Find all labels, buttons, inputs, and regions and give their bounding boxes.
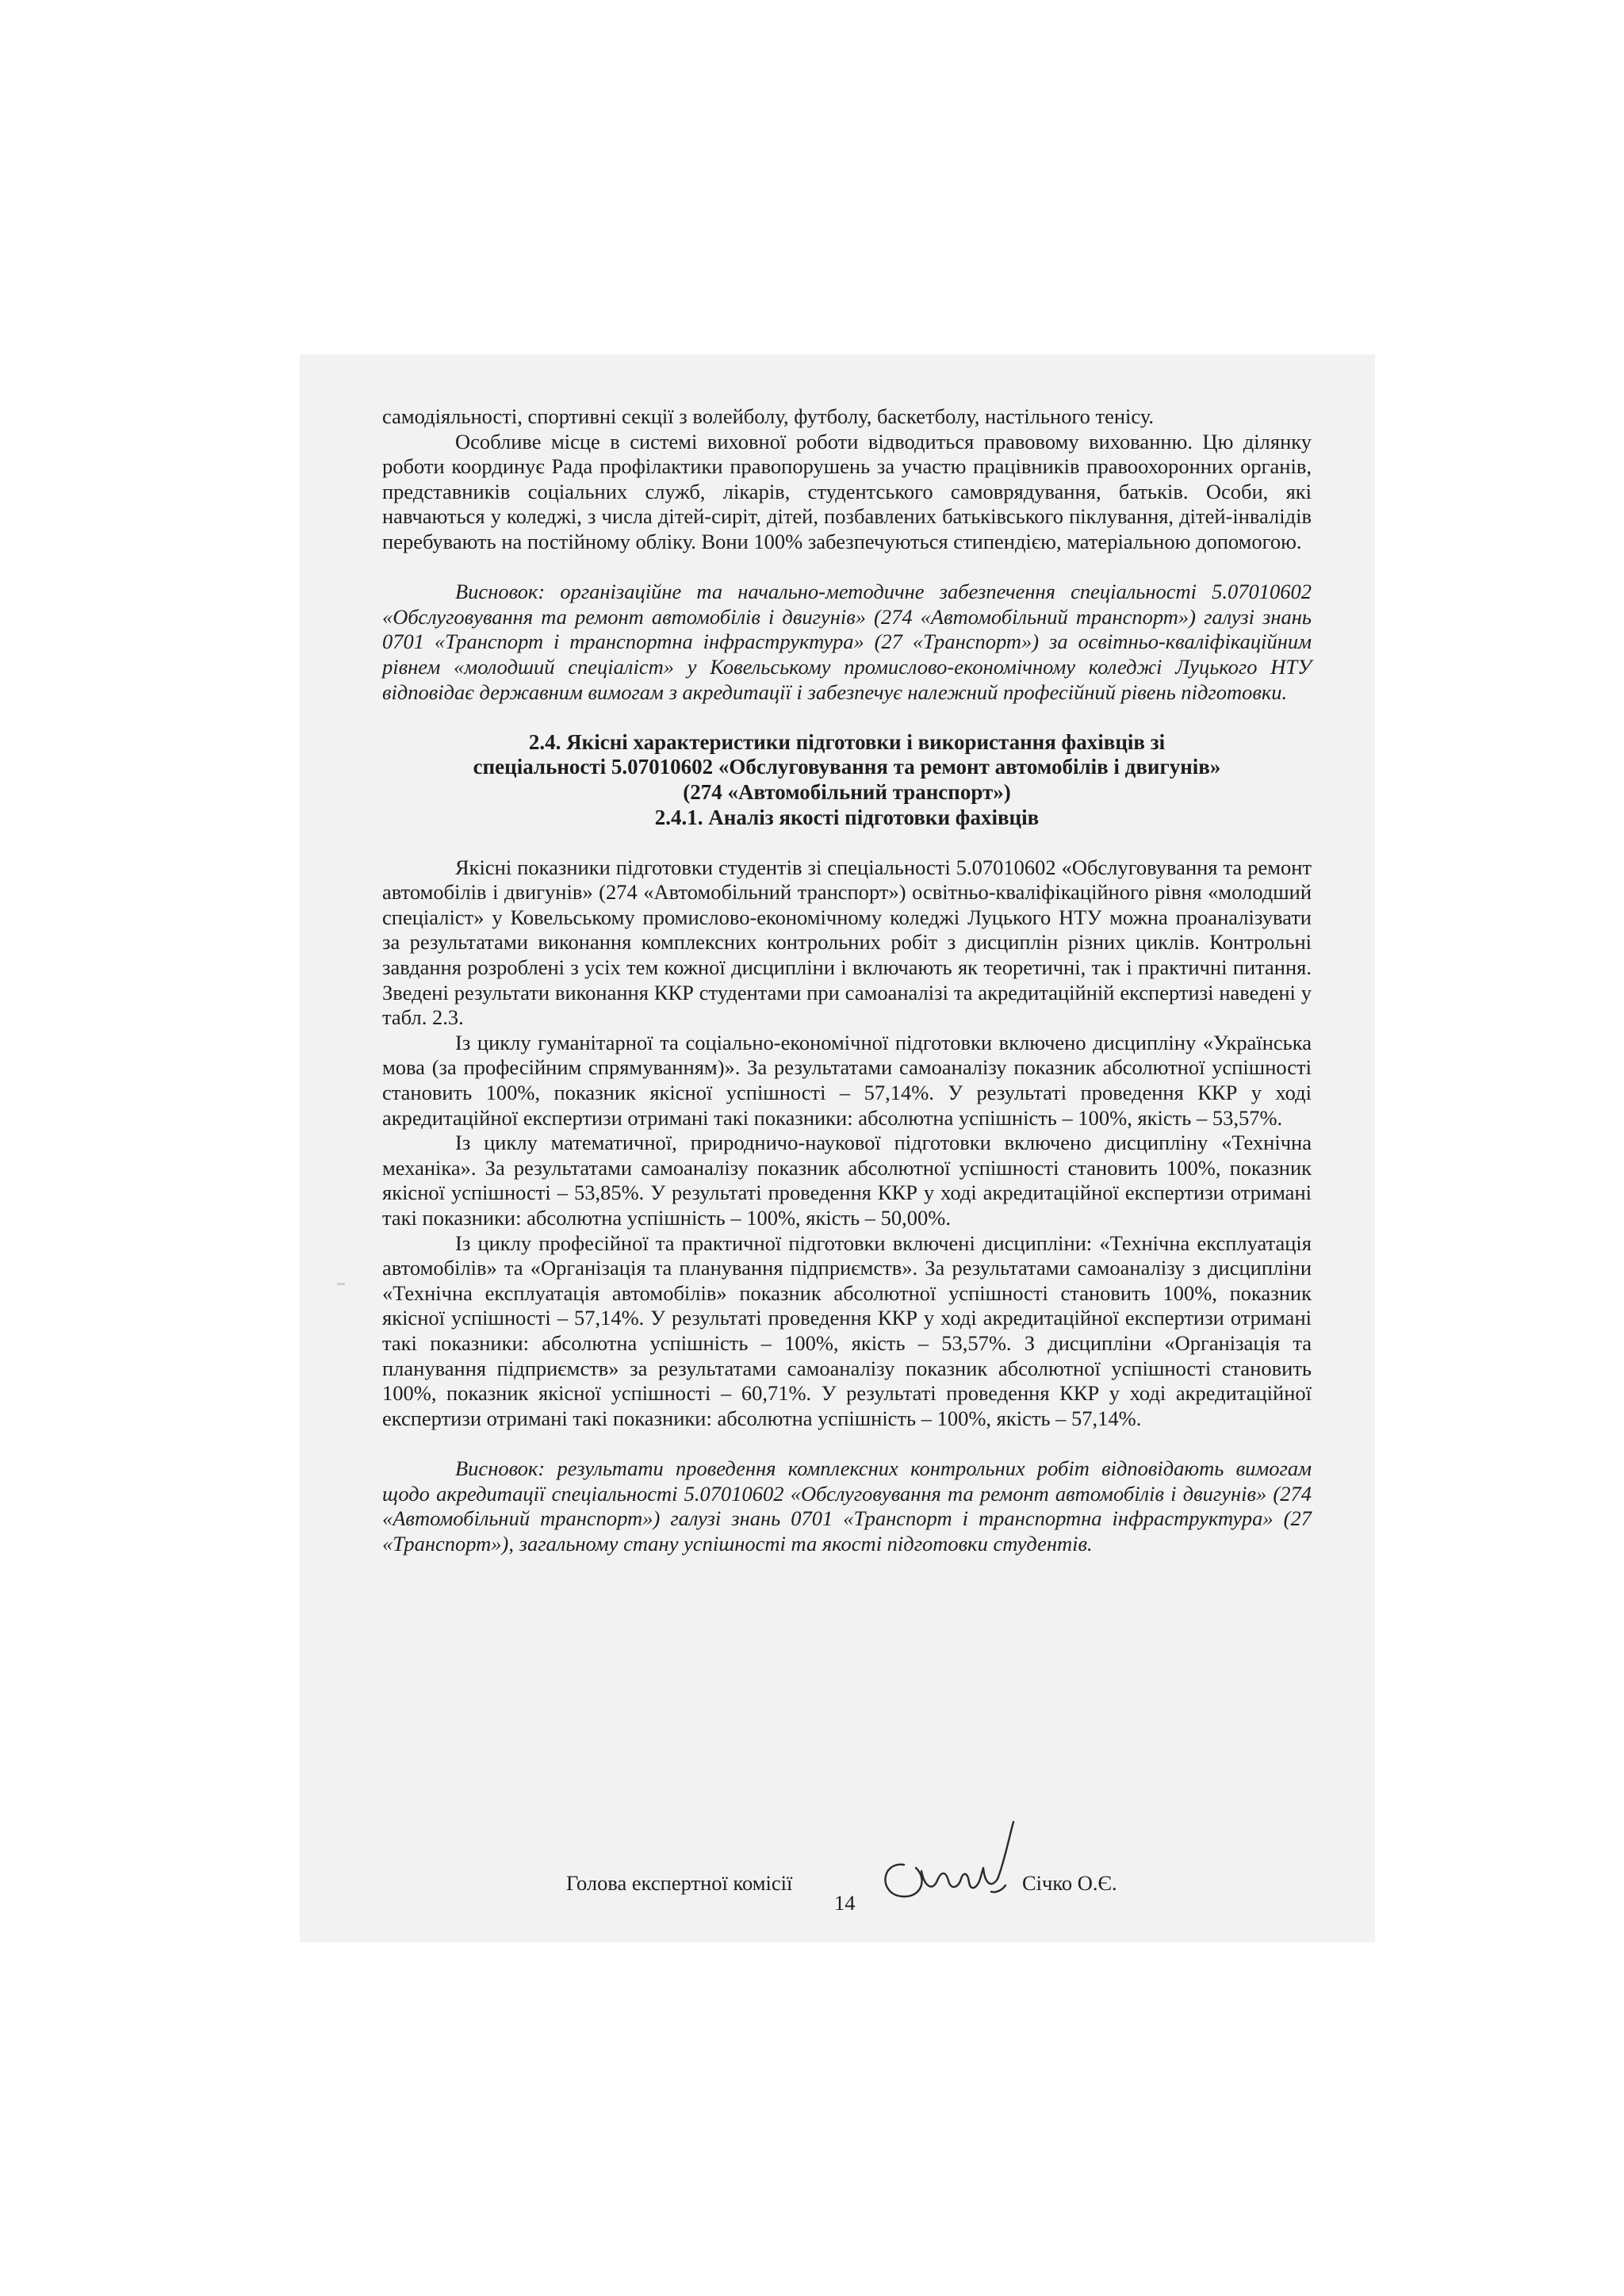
spacer [382, 555, 1312, 580]
spacer [382, 705, 1312, 730]
paragraph-4: Із циклу гуманітарної та соціально-економічної підготовки включено дисципліну «Українська мова (за професійним спрямуванням)». За результатами самоаналізу показник абсолютної успішності становить 100%, показник якісної успішності – 57,14%. У результаті проведення ККР у ході акредитаційної експертизи отримані такі показники: абсолютна успішність – 100%, якість – 53,57%. [382, 1030, 1312, 1130]
scan-speck [337, 1283, 345, 1285]
conclusion-1: Висновок: організаційне та начально-методичне забезпечення спеціальності 5.07010602 «Обслуговування та ремонт автомобілів і двигунів» (274 «Автомобільний транспорт») галузі знань 0701 «Транспорт і транспортна інфраструктура» (27 «Транспорт») за освітньо-кваліфікаційним рівнем «молодший спеціаліст» у Ковельському промислово-економічному коледжі Луцького НТУ відповідає державним вимогам з акредитації і забезпечує належний професійний рівень підготовки. [382, 580, 1312, 704]
section-heading [382, 730, 1312, 830]
page-number: 14 [834, 1891, 856, 1915]
spacer [382, 830, 1312, 855]
paragraph-6: Із циклу професійної та практичної підготовки включені дисципліни: «Технічна експлуатація автомобілів» та «Організація та планування підприємств». За результатами самоаналізу з дисципліни «Технічна експлуатація автомобілів» показник абсолютної успішності становить 100%, показник якісної успішності – 57,14%. У результаті проведення ККР у ході акредитаційної експертизи отримані такі показники: абсолютна успішність – 100%, якість – 53,57%. З дисципліни «Організація та планування підприємств» за результатами самоаналізу показник абсолютної успішності становить 100%, показник якісної успішності – 60,71%. У результаті проведення ККР у ході акредитаційної експертизи отримані такі показники: абсолютна успішність – 100%, якість – 57,14%. [382, 1230, 1312, 1430]
spacer [382, 1431, 1312, 1456]
paragraph-1: самодіяльності, спортивні секції з волейболу, футболу, баскетболу, настільного тенісу. [382, 404, 1155, 428]
heading-line-4: 2.4.1. Аналіз якості підготовки фахівців [654, 805, 1040, 829]
paragraph-5: Із циклу математичної, природничо-наукової підготовки включено дисципліну «Технічна механіка». За результатами самоаналізу показник абсолютної успішності становить 100%, показник якісної успішності – 53,85%. У результаті проведення ККР у ході акредитаційної експертизи отримані такі показники: абсолютна успішність – 100%, якість – 50,00%. [382, 1131, 1312, 1230]
heading-line-2: спеціальності 5.07010602 «Обслуговування та ремонт автомобілів і двигунів» [473, 755, 1221, 779]
signer-name: Січко О.Є. [1022, 1871, 1117, 1895]
paragraph-3: Якісні показники підготовки студентів зі спеціальності 5.07010602 «Обслуговування та ремонт автомобілів і двигунів» (274 «Автомобільний транспорт») освітньо-кваліфікаційного рівня «молодший спеціаліст» у Ковельському промислово-економічному коледжі Луцького НТУ можна проаналізувати за результатами виконання комплексних контрольних робіт з дисциплін різних циклів. Контрольні завдання розроблені з усіх тем кожної дисципліни і включають як теоретичні, так і практичні питання. Зведені результати виконання ККР студентами при самоаналізі та акредитаційній експертизі наведені у табл. 2.3. [382, 855, 1312, 1030]
heading-line-3: (274 «Автомобільний транспорт») [683, 779, 1011, 804]
handwritten-signature [872, 1816, 1023, 1911]
signer-role: Голова експертної комісії [566, 1871, 793, 1895]
heading-line-1: 2.4. Якісні характеристики підготовки і використання фахівців зі [528, 729, 1166, 754]
paragraph-2: Особливе місце в системі виховної роботи відводиться правовому вихованню. Цю ділянку роботи координує Рада профілактики правопорушень за участю працівників правоохоронних органів, представників соціальних служб, лікарів, студентського самоврядування, батьків. Особи, які навчаються у коледжі, з числа дітей-сиріт, дітей, позбавлених батьківського піклування, дітей-інвалідів перебувають на постійному обліку. Вони 100% забезпечуються стипендією, матеріальною допомогою. [382, 429, 1312, 553]
document-body [382, 404, 1312, 1556]
conclusion-2: Висновок: результати проведення комплексних контрольних робіт відповідають вимогам щодо акредитації спеціальності 5.07010602 «Обслуговування та ремонт автомобілів і двигунів» (274 «Автомобільний транспорт») галузі знань 0701 «Транспорт і транспортна інфраструктура» (27 «Транспорт»), загальному стану успішності та якості підготовки студентів. [382, 1456, 1312, 1556]
